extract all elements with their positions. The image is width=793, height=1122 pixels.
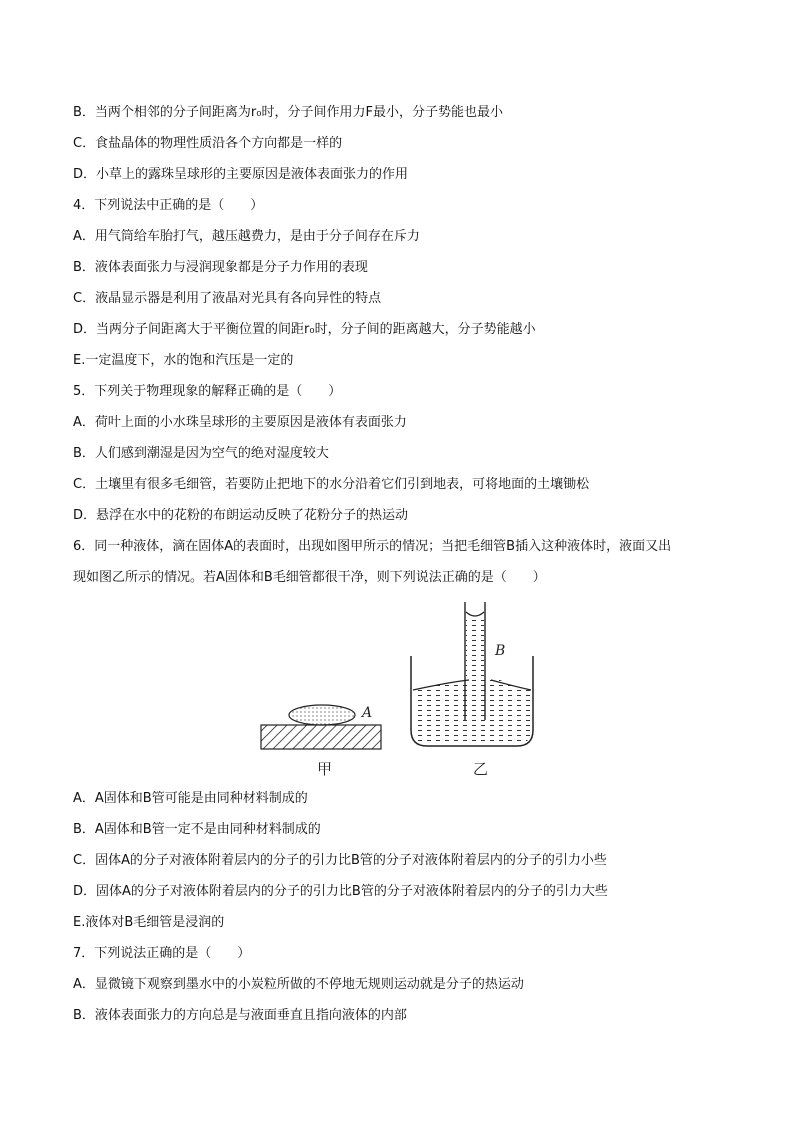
text-line: C．液晶显示器是利用了液晶对光具有各向异性的特点: [73, 291, 382, 306]
tube-meniscus: [466, 612, 484, 616]
text-line: A．A固体和B管可能是由同种材料制成的: [73, 791, 308, 806]
text-line: D．悬浮在水中的花粉的布朗运动反映了花粉分子的热运动: [73, 508, 409, 523]
text-line: B．当两个相邻的分子间距离为r₀时，分子间作用力F最小，分子势能也最小: [73, 105, 503, 120]
figure-jia: [261, 705, 381, 778]
text-line: 4．下列说法中正确的是（ ）: [73, 198, 264, 213]
text-line: C．固体A的分子对液体附着层内的分子的引力比B管的分子对液体附着层内的分子的引力小些: [73, 853, 607, 868]
text-line: A．荷叶上面的小水珠呈球形的主要原因是液体有表面张力: [73, 415, 407, 430]
caption-yi: 乙: [473, 760, 489, 778]
text-line: A．用气筒给车胎打气，越压越费力，是由于分子间存在斥力: [73, 229, 420, 244]
text-line: E.一定温度下，水的饱和汽压是一定的: [73, 353, 294, 368]
figure-yi: [405, 602, 535, 778]
text-line: D．当两分子间距离大于平衡位置的间距r₀时，分子间的距离越大，分子势能越小: [73, 322, 536, 337]
text-line: 7．下列说法正确的是（ ）: [73, 946, 251, 961]
caption-jia: 甲: [317, 760, 333, 778]
text-line: C．土壤里有很多毛细管，若要防止把地下的水分沿着它们引到地表，可将地面的土壤锄松: [73, 477, 590, 492]
capillary-figure: [255, 598, 545, 780]
tube-liquid: [466, 616, 484, 720]
text-line: D．固体A的分子对液体附着层内的分子的引力比B管的分子对液体附着层内的分子的引力大些: [73, 884, 608, 899]
text-line: B．液体表面张力与浸润现象都是分子力作用的表现: [73, 260, 368, 275]
text-line: A．显微镜下观察到墨水中的小炭粒所做的不停地无规则运动就是分子的热运动: [73, 977, 524, 992]
droplet-a: [289, 705, 355, 725]
text-line: B．A固体和B管一定不是由同种材料制成的: [73, 822, 321, 837]
text-line: 现如图乙所示的情况。若A固体和B毛细管都很干净，则下列说法正确的是（ ）: [73, 570, 546, 585]
text-line: B．人们感到潮湿是因为空气的绝对湿度较大: [73, 446, 329, 461]
text-line: C．食盐晶体的物理性质沿各个方向都是一样的: [73, 136, 343, 151]
text-line: B．液体表面张力的方向总是与液面垂直且指向液体的内部: [73, 1008, 407, 1023]
label-a: A: [362, 705, 373, 721]
label-b: B: [495, 643, 506, 659]
text-line: E.液体对B毛细管是浸润的: [73, 915, 225, 930]
text-line: 5．下列关于物理现象的解释正确的是（ ）: [73, 384, 342, 399]
text-line: 6．同一种液体，滴在固体A的表面时，出现如图甲所示的情况；当把毛细管B插入这种液体时，液面又出: [73, 539, 672, 554]
text-line: D．小草上的露珠呈球形的主要原因是液体表面张力的作用: [73, 167, 409, 182]
solid-a: [261, 725, 381, 749]
